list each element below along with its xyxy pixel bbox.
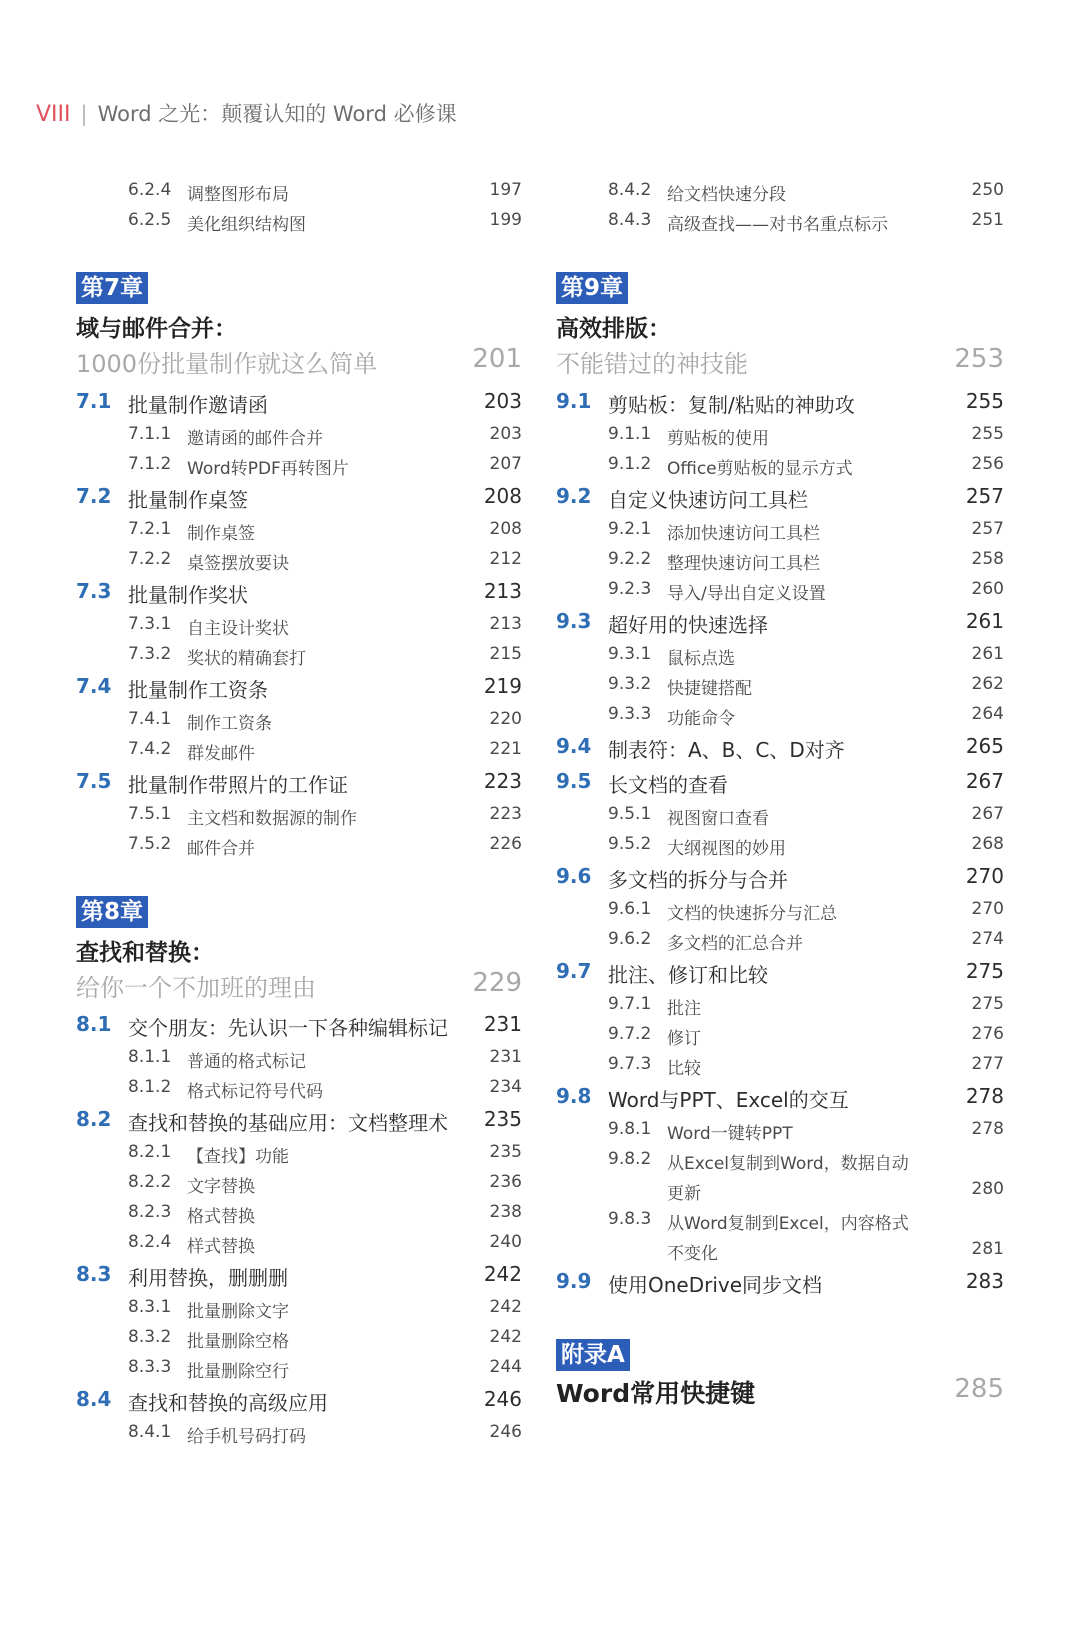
entry-title: 鼠标点选 [667,649,735,669]
entry-title: 快捷键搭配 [667,679,752,699]
entry-page: 212 [489,549,522,569]
entry-number: 9.3.3 [608,704,652,724]
entry-number: 9.8 [556,1084,592,1108]
appendix-a-title[interactable] [556,1374,1004,1410]
entry-title: 【查找】功能 [187,1147,289,1167]
entry-number: 9.3.2 [608,674,652,694]
entry-title: 制作桌签 [187,524,255,544]
entry-title: Office剪贴板的显示方式 [667,459,853,479]
chapter-subtitle-text: 给你一个不加班的理由 [76,974,316,1002]
entry-title: 批量制作奖状 [128,583,248,607]
page-number: VIII [36,102,71,127]
entry-page: 261 [965,609,1004,633]
chapter-9-title[interactable]: 高效排版： [556,316,671,342]
entry-number: 8.2.2 [128,1172,172,1192]
entry-title: 批量制作带照片的工作证 [128,773,348,797]
entry-page: 203 [483,389,522,413]
entry-title: 比较 [667,1059,701,1079]
entry-number: 7.3.2 [128,644,172,664]
entry-number: 7.2.1 [128,519,172,539]
entry-page: 265 [965,734,1004,758]
entry-title: 邀请函的邮件合并 [187,429,323,449]
entry-title: 多文档的汇总合并 [667,934,803,954]
entry-number: 8.2.3 [128,1202,172,1222]
entry-page: 262 [971,674,1004,694]
entry-title [667,1209,909,1269]
entry-number: 7.4.2 [128,739,172,759]
entry-title: 修订 [667,1029,701,1049]
entry-title: 桌签摆放要诀 [187,554,289,574]
entry-number: 7.1.1 [128,424,172,444]
entry-title: 自定义快速访问工具栏 [608,488,808,512]
entry-number: 9.2 [556,484,592,508]
entry-page: 280 [971,1179,1004,1199]
entry-page: 203 [489,424,522,444]
entry-number: 8.3.3 [128,1357,172,1377]
entry-page: 250 [971,180,1004,200]
chapter-page: 229 [472,968,522,998]
entry-page: 242 [489,1327,522,1347]
entry-number: 8.1.2 [128,1077,172,1097]
entry-page: 215 [489,644,522,664]
chapter-subtitle-text: 不能错过的神技能 [556,350,748,378]
entry-title: 导入/导出自定义设置 [667,584,826,604]
entry-number: 9.6 [556,864,592,888]
entry-number: 7.5.1 [128,804,172,824]
entry-page: 213 [483,579,522,603]
entry-page: 267 [971,804,1004,824]
entry-number: 9.8.2 [608,1149,652,1169]
entry-number: 7.3 [76,579,112,603]
entry-page: 231 [483,1012,522,1036]
entry-number: 9.6.1 [608,899,652,919]
entry-page: 240 [489,1232,522,1252]
entry-title-line: 从Word复制到Excel，内容格式 [667,1214,909,1234]
entry-title [667,1149,909,1209]
entry-title: 奖状的精确套打 [187,649,306,669]
entry-number: 9.1.2 [608,454,652,474]
running-header [36,98,457,128]
entry-title: Word与PPT、Excel的交互 [608,1088,849,1112]
entry-number: 7.4.1 [128,709,172,729]
chapter-7-subtitle[interactable] [76,344,522,379]
entry-number: 9.1 [556,389,592,413]
entry-page: 199 [489,210,522,230]
entry-page: 256 [971,454,1004,474]
entry-title: 制表符：A、B、C、D对齐 [608,738,845,762]
entry-page: 213 [489,614,522,634]
entry-title: 主文档和数据源的制作 [187,809,357,829]
entry-number: 9.2.3 [608,579,652,599]
appendix-a-badge: 附录A [556,1339,630,1371]
book-title: Word 之光：颠覆认知的 Word 必修课 [97,102,457,126]
chapter-8-title[interactable]: 查找和替换： [76,940,214,966]
entry-title: 美化组织结构图 [187,215,306,235]
entry-number: 7.5 [76,769,112,793]
entry-number: 9.3 [556,609,592,633]
entry-number: 9.6.2 [608,929,652,949]
entry-page: 260 [971,579,1004,599]
entry-title: 调整图形布局 [187,185,289,205]
entry-title: 功能命令 [667,709,735,729]
entry-page: 276 [971,1024,1004,1044]
entry-number: 7.3.1 [128,614,172,634]
entry-number: 6.2.5 [128,210,172,230]
entry-title: Word一键转PPT [667,1124,793,1144]
entry-page: 242 [483,1262,522,1286]
entry-page: 281 [971,1239,1004,1259]
entry-page: 277 [971,1054,1004,1074]
entry-page: 275 [971,994,1004,1014]
entry-number: 8.3.1 [128,1297,172,1317]
entry-page: 270 [965,864,1004,888]
appendix-title-text: Word常用快捷键 [556,1379,756,1408]
entry-number: 8.3 [76,1262,112,1286]
entry-number: 8.2.4 [128,1232,172,1252]
entry-title: 批量制作桌签 [128,488,248,512]
entry-page: 267 [965,769,1004,793]
entry-title: 剪贴板：复制/粘贴的神助攻 [608,393,855,417]
entry-title: 给文档快速分段 [667,185,786,205]
entry-page: 278 [965,1084,1004,1108]
entry-number: 9.2.1 [608,519,652,539]
entry-title: 添加快速访问工具栏 [667,524,820,544]
entry-title: 邮件合并 [187,839,255,859]
chapter-7-title[interactable]: 域与邮件合并： [76,316,237,342]
entry-title: 格式替换 [187,1207,255,1227]
entry-page: 235 [483,1107,522,1131]
entry-number: 8.4 [76,1387,112,1411]
appendix-page: 285 [954,1374,1004,1404]
entry-title: 视图窗口查看 [667,809,769,829]
entry-number: 8.2.1 [128,1142,172,1162]
entry-number: 7.5.2 [128,834,172,854]
entry-title: 多文档的拆分与合并 [608,868,788,892]
entry-title: 普通的格式标记 [187,1052,306,1072]
entry-number: 8.3.2 [128,1327,172,1347]
entry-number: 9.7 [556,959,592,983]
entry-title: 使用OneDrive同步文档 [608,1273,823,1297]
entry-page: 244 [489,1357,522,1377]
entry-number: 9.8.3 [608,1209,652,1229]
chapter-9-badge: 第9章 [556,272,628,304]
entry-title: 整理快速访问工具栏 [667,554,820,574]
entry-page: 207 [489,454,522,474]
entry-number: 9.3.1 [608,644,652,664]
chapter-8-subtitle[interactable] [76,968,522,1003]
entry-title: 批量制作邀请函 [128,393,268,417]
entry-page: 221 [489,739,522,759]
entry-page: 270 [971,899,1004,919]
entry-title: 超好用的快速选择 [608,613,768,637]
entry-title: 群发邮件 [187,744,255,764]
entry-title: 利用替换，删删删 [128,1266,288,1290]
chapter-page: 253 [954,344,1004,374]
entry-number: 9.4 [556,734,592,758]
entry-page: 258 [971,549,1004,569]
chapter-page: 201 [472,344,522,374]
entry-page: 231 [489,1047,522,1067]
entry-title: 格式标记符号代码 [187,1082,323,1102]
entry-page: 246 [489,1422,522,1442]
entry-number: 9.2.2 [608,549,652,569]
entry-title: 批量删除文字 [187,1302,289,1322]
entry-title: 查找和替换的高级应用 [128,1391,328,1415]
entry-page: 234 [489,1077,522,1097]
entry-number: 9.5.2 [608,834,652,854]
chapter-subtitle-text: 1000份批量制作就这么简单 [76,350,378,378]
entry-title: 大纲视图的妙用 [667,839,786,859]
entry-number: 9.8.1 [608,1119,652,1139]
entry-number: 8.4.2 [608,180,652,200]
entry-title: 交个朋友：先认识一下各种编辑标记 [128,1016,448,1040]
entry-page: 278 [971,1119,1004,1139]
entry-title: 长文档的查看 [608,773,728,797]
entry-number: 8.1.1 [128,1047,172,1067]
entry-page: 251 [971,210,1004,230]
chapter-7-badge: 第7章 [76,272,148,304]
entry-title: 文字替换 [187,1177,255,1197]
entry-page: 242 [489,1297,522,1317]
entry-title: 批注、修订和比较 [608,963,768,987]
entry-title: 样式替换 [187,1237,255,1257]
entry-page: 238 [489,1202,522,1222]
entry-page: 235 [489,1142,522,1162]
entry-page: 197 [489,180,522,200]
header-separator: | [80,102,88,126]
entry-page: 283 [965,1269,1004,1293]
entry-title: 批量删除空行 [187,1362,289,1382]
entry-page: 255 [965,389,1004,413]
entry-number: 9.1.1 [608,424,652,444]
entry-number: 8.4.3 [608,210,652,230]
entry-number: 9.7.2 [608,1024,652,1044]
entry-page: 220 [489,709,522,729]
entry-title-line: 从Excel复制到Word，数据自动 [667,1154,909,1174]
entry-number: 9.7.3 [608,1054,652,1074]
entry-page: 274 [971,929,1004,949]
entry-page: 226 [489,834,522,854]
entry-page: 236 [489,1172,522,1192]
entry-page: 261 [971,644,1004,664]
entry-title: 自主设计奖状 [187,619,289,639]
entry-number: 7.1.2 [128,454,172,474]
chapter-8-badge: 第8章 [76,896,148,928]
entry-number: 9.5 [556,769,592,793]
entry-page: 246 [483,1387,522,1411]
entry-page: 257 [971,519,1004,539]
entry-number: 8.1 [76,1012,112,1036]
entry-page: 255 [971,424,1004,444]
entry-title-line: 更新 [667,1184,701,1204]
entry-title: 批量删除空格 [187,1332,289,1352]
entry-number: 9.5.1 [608,804,652,824]
entry-number: 7.2 [76,484,112,508]
entry-page: 208 [489,519,522,539]
entry-number: 7.2.2 [128,549,172,569]
entry-title: 高级查找——对书名重点标示 [667,215,888,235]
entry-number: 8.4.1 [128,1422,172,1442]
entry-number: 7.1 [76,389,112,413]
entry-title: 制作工资条 [187,714,272,734]
entry-page: 257 [965,484,1004,508]
entry-page: 219 [483,674,522,698]
entry-page: 275 [965,959,1004,983]
entry-title: 批量制作工资条 [128,678,268,702]
chapter-9-subtitle[interactable] [556,344,1004,379]
entry-number: 6.2.4 [128,180,172,200]
entry-page: 223 [483,769,522,793]
entry-page: 223 [489,804,522,824]
entry-page: 208 [483,484,522,508]
entry-title: 剪贴板的使用 [667,429,769,449]
entry-title: 给手机号码打码 [187,1427,306,1447]
entry-number: 9.7.1 [608,994,652,1014]
entry-page: 268 [971,834,1004,854]
entry-title: Word转PDF再转图片 [187,459,349,479]
entry-title: 批注 [667,999,701,1019]
entry-number: 7.4 [76,674,112,698]
entry-number: 8.2 [76,1107,112,1131]
entry-title-line: 不变化 [667,1244,718,1264]
entry-page: 264 [971,704,1004,724]
entry-number: 9.9 [556,1269,592,1293]
entry-title: 查找和替换的基础应用：文档整理术 [128,1111,448,1135]
entry-title: 文档的快速拆分与汇总 [667,904,837,924]
